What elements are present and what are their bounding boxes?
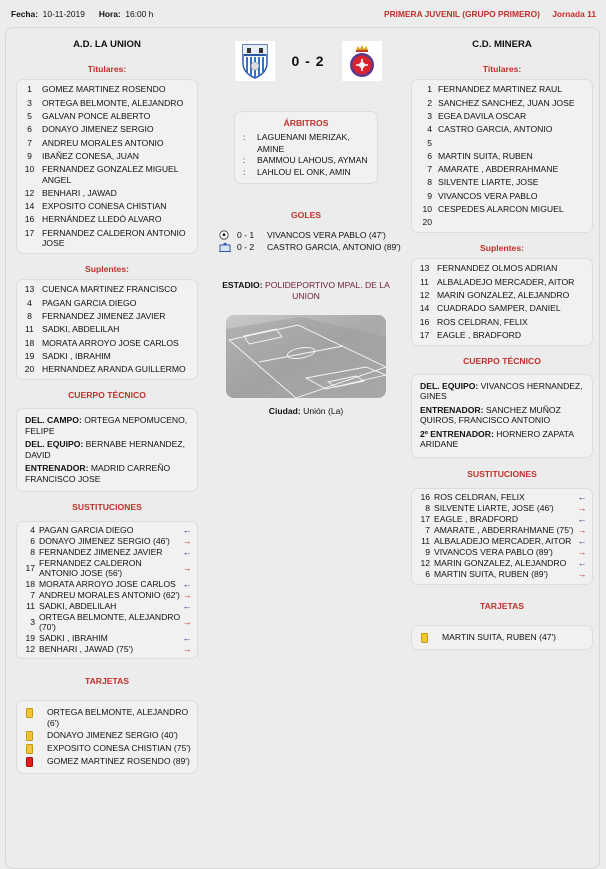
player-row[interactable] <box>412 96 592 109</box>
player-number: 14 <box>419 303 430 314</box>
player-name[interactable]: HERNÁNDEZ LLEDÓ ALVARO <box>42 214 162 225</box>
player-row[interactable] <box>17 310 197 323</box>
sub-player-number: 17 <box>420 513 430 524</box>
substitution-row <box>416 536 588 547</box>
player-number: 5 <box>427 137 432 148</box>
yellow-card-icon <box>421 633 428 643</box>
away-substitutions-list <box>411 488 593 585</box>
sub-player-name[interactable]: ALBALADEJO MERCADER, AITOR <box>434 535 572 546</box>
scoreboard <box>211 41 401 89</box>
arrow-left-in-icon: ← <box>577 513 587 524</box>
staff-name: VIVANCOS HERNANDEZ, GINES <box>420 380 583 402</box>
home-substitutions-list <box>16 521 198 659</box>
player-number: 19 <box>24 350 35 361</box>
sub-player-number: 12 <box>25 643 35 654</box>
sub-player-number: 4 <box>30 524 35 535</box>
goal-row <box>219 241 401 253</box>
staff-role: ENTRENADOR: <box>25 463 89 474</box>
player-name[interactable]: ORTEGA BELMONTE, ALEJANDRO <box>42 97 184 108</box>
player-row[interactable] <box>17 136 197 149</box>
arrow-right-out-icon: → <box>577 569 587 580</box>
player-row[interactable] <box>412 216 592 229</box>
staff-role: ENTRENADOR: <box>420 404 484 415</box>
player-row[interactable] <box>17 323 197 336</box>
match-datetime <box>11 9 153 19</box>
referee-name: LAGUENANI MERIZAK, AMINE <box>257 132 350 154</box>
staff-row <box>25 463 189 484</box>
player-row[interactable] <box>412 149 592 162</box>
player-number: 11 <box>420 276 429 287</box>
player-row[interactable] <box>412 203 592 216</box>
player-number: 4 <box>27 297 32 308</box>
away-subs-title: Suplentes: <box>480 243 524 254</box>
substitution-row <box>21 612 193 633</box>
yellow-card-icon <box>26 744 33 754</box>
player-row[interactable] <box>412 302 592 315</box>
staff-row <box>25 415 189 436</box>
player-row[interactable] <box>412 176 592 189</box>
sub-player-number: 18 <box>25 578 35 589</box>
player-number: 14 <box>24 201 35 212</box>
player-row[interactable] <box>17 83 197 96</box>
player-name[interactable]: ANDREU MORALES ANTONIO <box>42 137 164 148</box>
arrow-right-out-icon: → <box>182 562 192 573</box>
arrow-left-in-icon: ← <box>577 491 587 502</box>
substitution-row <box>416 492 588 503</box>
player-number: 6 <box>27 124 32 135</box>
sub-player-name[interactable]: ROS CELDRAN, FELIX <box>434 491 525 502</box>
player-name[interactable] <box>438 138 592 149</box>
player-name[interactable]: AMARATE , ABDERRAHMANE <box>438 164 559 175</box>
player-name[interactable]: SILVENTE LIARTE, JOSE <box>438 177 539 188</box>
substitution-row <box>416 569 588 580</box>
city-label: Ciudad: <box>268 406 301 416</box>
player-row[interactable] <box>17 200 197 213</box>
home-cards-title: TARJETAS <box>84 676 130 686</box>
sub-player-number: 19 <box>25 632 35 643</box>
player-row[interactable] <box>17 283 197 296</box>
player-row[interactable] <box>17 213 197 226</box>
referee-row <box>241 155 371 167</box>
home-substitutions-title: SUSTITUCIONES <box>72 502 142 513</box>
sub-player-number: 11 <box>26 600 35 611</box>
away-team-name[interactable]: C.D. MINERA <box>472 39 532 50</box>
sub-player-name[interactable]: PAGAN GARCIA DIEGO <box>39 524 134 535</box>
player-number: 13 <box>24 284 35 295</box>
player-name[interactable]: MARTIN SUITA, RUBEN <box>438 150 533 161</box>
staff-role: DEL. EQUIPO: <box>420 380 479 391</box>
arrow-right-out-icon: → <box>577 524 587 535</box>
sub-player-number: 9 <box>425 547 430 558</box>
away-cards-title: TARJETAS <box>479 600 525 611</box>
staff-name: BERNABE HERNANDEZ, DAVID <box>25 439 185 460</box>
away-starters-title: Titulares: <box>482 64 522 74</box>
substitution-row <box>21 601 193 612</box>
card-player[interactable]: GOMEZ MARTINEZ ROSENDO (89') <box>47 756 190 766</box>
arrow-left-in-icon: ← <box>182 524 192 535</box>
sub-player-number: 11 <box>421 535 430 546</box>
player-row[interactable] <box>412 329 592 342</box>
player-row[interactable] <box>17 336 197 349</box>
sub-player-number: 7 <box>30 589 35 600</box>
sub-player-number: 7 <box>425 524 430 535</box>
hora-value: 16:00 h <box>125 9 154 19</box>
home-subs-list <box>16 279 198 380</box>
referee-separator: : <box>243 132 246 142</box>
player-number: 20 <box>422 217 432 228</box>
home-starters-list <box>16 79 198 254</box>
player-number: 10 <box>24 164 35 175</box>
player-row[interactable] <box>412 136 592 149</box>
sub-player-number: 8 <box>425 502 430 513</box>
player-name[interactable]: DONAYO JIMENEZ SERGIO <box>42 124 154 135</box>
yellow-card-icon <box>26 731 33 741</box>
staff-name: HORNERO ZAPATA ARIDANE <box>420 428 574 450</box>
card-player[interactable]: MARTIN SUITA, RUBEN (47') <box>442 631 557 642</box>
referee-row <box>241 132 371 155</box>
player-number: 7 <box>27 137 32 148</box>
sub-player-name[interactable]: EAGLE , BRADFORD <box>434 513 519 524</box>
substitution-row <box>21 558 193 579</box>
player-number: 17 <box>419 329 430 340</box>
jornada[interactable]: Jornada 11 <box>552 9 596 19</box>
arrow-left-in-icon: ← <box>182 632 192 643</box>
home-staff-list <box>16 408 198 492</box>
player-name[interactable]: ROS CELDRAN, FELIX <box>437 316 528 327</box>
player-name[interactable]: SANCHEZ SANCHEZ, JUAN JOSE <box>438 97 575 108</box>
player-number: 20 <box>24 364 35 375</box>
player-row[interactable] <box>412 315 592 328</box>
player-row[interactable] <box>412 289 592 302</box>
sub-player-number: 12 <box>420 558 430 569</box>
player-number: 8 <box>27 311 32 322</box>
away-subs-list <box>411 258 593 346</box>
card-row <box>23 755 191 768</box>
sub-player-name[interactable]: DONAYO JIMENEZ SERGIO (46') <box>39 535 170 546</box>
sub-player-number: 6 <box>425 569 430 580</box>
player-number: 9 <box>427 190 432 201</box>
away-crest-logo[interactable] <box>342 41 382 81</box>
yellow-card-icon <box>26 708 33 718</box>
player-number: 17 <box>24 227 35 238</box>
sub-player-number: 6 <box>30 535 35 546</box>
goals-list <box>211 229 401 253</box>
arrow-left-in-icon: ← <box>577 558 587 569</box>
away-substitutions-title: SUSTITUCIONES <box>467 468 537 479</box>
substitution-row <box>21 525 193 536</box>
player-name[interactable]: FERNANDEZ MARTINEZ RAUL <box>438 84 562 95</box>
arrow-left-in-icon: ← <box>182 600 192 611</box>
sub-player-name[interactable]: SILVENTE LIARTE, JOSE (46') <box>434 502 554 513</box>
goals-title: GOLES <box>290 210 322 220</box>
player-name[interactable]: EAGLE , BRADFORD <box>437 329 522 340</box>
staff-name: ORTEGA NEPOMUCENO, FELIPE <box>25 415 188 436</box>
player-row[interactable] <box>17 163 197 187</box>
player-number: 12 <box>24 187 35 198</box>
player-name[interactable]: CUADRADO SAMPER, DANIEL <box>437 303 561 314</box>
sub-player-name[interactable]: SADKI , IBRAHIM <box>39 632 108 643</box>
stadium-name[interactable]: POLIDEPORTIVO MPAL. DE LA UNION <box>265 280 390 301</box>
referees-title: ÁRBITROS <box>283 118 329 128</box>
player-row[interactable] <box>412 163 592 176</box>
sub-player-name[interactable]: ORTEGA BELMONTE, ALEJANDRO (70') <box>39 612 181 632</box>
player-name[interactable]: FERNANDEZ CALDERON ANTONIO JOSE <box>42 227 186 249</box>
player-row[interactable] <box>17 149 197 162</box>
player-row[interactable] <box>17 96 197 109</box>
player-number: 8 <box>427 177 432 188</box>
goal-score: 0 - 1 <box>237 230 255 240</box>
sub-player-name[interactable]: FERNANDEZ CALDERON ANTONIO JOSE (56') <box>39 558 142 578</box>
player-number: 4 <box>427 124 432 135</box>
arrow-left-in-icon: ← <box>577 535 587 546</box>
player-name[interactable]: ALBALADEJO MERCADER, AITOR <box>437 276 575 287</box>
player-name[interactable]: SADKI, ABDELILAH <box>42 324 120 335</box>
player-name[interactable]: HERNANDEZ ARANDA GUILLERMO <box>42 364 186 375</box>
substitution-row <box>416 514 588 525</box>
player-number: 2 <box>427 97 432 108</box>
arrow-right-out-icon: → <box>577 502 587 513</box>
home-staff-title: CUERPO TÉCNICO <box>68 390 146 401</box>
match-score: 0 - 2 <box>291 53 325 69</box>
player-name[interactable]: FERNANDEZ JIMENEZ JAVIER <box>42 311 166 322</box>
player-row[interactable] <box>17 296 197 309</box>
city-info <box>211 406 401 416</box>
competition-info <box>374 9 596 19</box>
referees-box <box>234 111 378 184</box>
player-name[interactable]: VIVANCOS VERA PABLO <box>438 190 538 201</box>
match-report-panel <box>5 27 600 869</box>
player-row[interactable] <box>17 363 197 376</box>
away-staff-list <box>411 374 593 458</box>
stadium-label: ESTADIO: <box>222 280 263 290</box>
player-row[interactable] <box>412 123 592 136</box>
sub-player-number: 8 <box>30 547 35 558</box>
stadium-pitch-image <box>226 315 386 398</box>
card-row <box>23 742 191 755</box>
arrow-right-out-icon: → <box>182 616 192 627</box>
card-player[interactable]: ORTEGA BELMONTE, ALEJANDRO (6') <box>47 707 189 728</box>
referee-separator: : <box>243 166 246 177</box>
staff-name: MADRID CARREÑO FRANCISCO JOSE <box>25 463 171 484</box>
away-starters-list <box>411 79 593 233</box>
sub-player-name[interactable]: AMARATE , ABDERRAHMANE (75') <box>434 524 574 535</box>
player-number: 10 <box>422 203 432 214</box>
red-card-icon <box>26 757 33 767</box>
player-row[interactable] <box>17 226 197 250</box>
player-name[interactable]: EGEA DAVILA OSCAR <box>438 110 527 121</box>
arrow-left-in-icon: ← <box>182 547 192 558</box>
player-number: 7 <box>427 164 432 175</box>
arrow-right-out-icon: → <box>182 535 192 546</box>
staff-row <box>420 381 584 402</box>
sub-player-number: 3 <box>30 616 35 627</box>
player-number: 1 <box>427 84 432 95</box>
substitution-row <box>416 547 588 558</box>
substitution-row <box>21 536 193 547</box>
goal-icon <box>219 242 233 252</box>
substitution-row <box>21 644 193 655</box>
player-number: 16 <box>24 214 35 225</box>
player-row[interactable] <box>17 186 197 199</box>
away-staff-title: CUERPO TÉCNICO <box>463 355 541 366</box>
player-name[interactable]: BENHARI , JAWAD <box>42 187 117 198</box>
referee-row <box>241 167 371 179</box>
substitution-row <box>21 579 193 590</box>
sub-player-number: 16 <box>420 491 430 502</box>
player-number: 3 <box>427 110 432 121</box>
player-row[interactable] <box>412 83 592 96</box>
match-center-column <box>211 28 401 416</box>
player-name[interactable]: GALVAN PONCE ALBERTO <box>42 110 151 121</box>
staff-role: 2º ENTRENADOR: <box>420 428 494 439</box>
player-name[interactable]: PAGAN GARCIA DIEGO <box>42 297 137 308</box>
player-row[interactable] <box>17 110 197 123</box>
player-name[interactable]: FERNANDEZ GONZALEZ MIGUEL ANGEL <box>42 164 179 185</box>
player-row[interactable] <box>17 350 197 363</box>
goal-scorer: CASTRO GARCIA, ANTONIO (89') <box>267 242 401 252</box>
match-header-bar <box>0 0 606 26</box>
player-name[interactable]: GOMEZ MARTINEZ ROSENDO <box>42 84 166 95</box>
sub-player-name[interactable]: BENHARI , JAWAD (75') <box>39 643 134 654</box>
player-number: 5 <box>27 110 32 121</box>
soccer-ball-icon <box>219 230 233 240</box>
home-subs-title: Suplentes: <box>85 264 129 275</box>
substitution-row <box>21 547 193 558</box>
goal-row <box>219 229 401 241</box>
home-team-name[interactable]: A.D. LA UNION <box>73 39 141 50</box>
arrow-right-out-icon: → <box>182 643 192 654</box>
card-row <box>23 706 191 729</box>
fecha-value: 10-11-2019 <box>42 9 85 19</box>
sub-player-name[interactable]: ANDREU MORALES ANTONIO (62') <box>39 589 180 600</box>
substitution-row <box>21 590 193 601</box>
player-number: 13 <box>419 263 430 274</box>
away-team-column <box>411 28 593 650</box>
referee-name: BAMMOU LAHOUS, AYMAN <box>257 155 368 165</box>
player-name[interactable]: MORATA ARROYO JOSE CARLOS <box>42 337 179 348</box>
player-row[interactable] <box>412 275 592 288</box>
referee-name: LAHLOU EL ONK, AMIN <box>257 166 351 177</box>
substitution-row <box>416 525 588 536</box>
competition-name[interactable]: PRIMERA JUVENIL (GRUPO PRIMERO) <box>384 9 540 19</box>
city-name: Unión (La) <box>303 406 344 416</box>
player-row[interactable] <box>412 262 592 275</box>
player-row[interactable] <box>412 189 592 202</box>
sub-player-number: 17 <box>25 562 35 573</box>
sub-player-name[interactable]: MARTIN SUITA, RUBEN (89') <box>434 569 549 580</box>
staff-role: DEL. EQUIPO: <box>25 439 84 450</box>
player-name[interactable]: SADKI , IBRAHIM <box>42 350 111 361</box>
referee-separator: : <box>243 155 246 165</box>
staff-row <box>25 439 189 460</box>
card-row <box>23 729 191 742</box>
player-name[interactable]: MARIN GONZALEZ, ALEJANDRO <box>437 290 570 301</box>
player-row[interactable] <box>412 110 592 123</box>
fecha-label: Fecha: <box>11 9 38 19</box>
player-number: 6 <box>427 150 432 161</box>
player-name[interactable]: CASTRO GARCIA, ANTONIO <box>438 124 553 135</box>
card-player[interactable]: DONAYO JIMENEZ SERGIO (40') <box>47 730 178 740</box>
home-starters-title: Titulares: <box>87 64 127 74</box>
goal-scorer: VIVANCOS VERA PABLO (47') <box>267 230 386 240</box>
home-crest-logo[interactable] <box>235 41 275 81</box>
sub-player-name[interactable]: FERNANDEZ JIMENEZ JAVIER <box>39 547 163 558</box>
player-name[interactable]: CESPEDES ALARCON MIGUEL <box>438 203 564 214</box>
card-player[interactable]: EXPOSITO CONESA CHISTIAN (75') <box>47 743 191 753</box>
card-row <box>418 631 586 644</box>
arrow-right-out-icon: → <box>577 547 587 558</box>
referees-list <box>241 132 371 178</box>
staff-name: SANCHEZ MUÑOZ QUIROS, FRANCISCO ANTONIO <box>420 404 561 426</box>
player-number: 16 <box>419 316 430 327</box>
hora-label: Hora: <box>98 9 121 19</box>
player-number: 9 <box>27 150 32 161</box>
stadium-info <box>211 280 401 301</box>
sub-player-name[interactable]: MORATA ARROYO JOSE CARLOS <box>39 578 176 589</box>
player-number: 3 <box>27 97 32 108</box>
player-number: 18 <box>24 337 35 348</box>
staff-row <box>420 429 584 450</box>
player-name[interactable]: CUENCA MARTINEZ FRANCISCO <box>42 284 177 295</box>
player-name[interactable] <box>438 217 592 228</box>
staff-role: DEL. CAMPO: <box>25 415 82 426</box>
sub-player-name[interactable]: VIVANCOS VERA PABLO (89') <box>434 547 553 558</box>
substitution-row <box>416 503 588 514</box>
substitution-row <box>416 558 588 569</box>
home-cards-list <box>16 700 198 774</box>
player-number: 1 <box>27 84 32 95</box>
arrow-right-out-icon: → <box>182 589 192 600</box>
player-name[interactable]: FERNANDEZ OLMOS ADRIAN <box>437 263 558 274</box>
sub-player-name[interactable]: SADKI, ABDELILAH <box>39 600 117 611</box>
player-number: 11 <box>25 324 34 335</box>
goal-score: 0 - 2 <box>237 242 255 252</box>
home-team-column <box>16 28 198 774</box>
arrow-left-in-icon: ← <box>182 578 192 589</box>
substitution-row <box>21 633 193 644</box>
staff-row <box>420 405 584 426</box>
player-number: 12 <box>419 290 430 301</box>
player-name[interactable]: EXPOSITO CONESA CHISTIAN <box>42 201 167 212</box>
away-cards-list <box>411 625 593 650</box>
player-name[interactable]: IBAÑEZ CONESA, JUAN <box>42 150 139 161</box>
player-row[interactable] <box>17 123 197 136</box>
sub-player-name[interactable]: MARIN GONZALEZ, ALEJANDRO <box>434 558 567 569</box>
